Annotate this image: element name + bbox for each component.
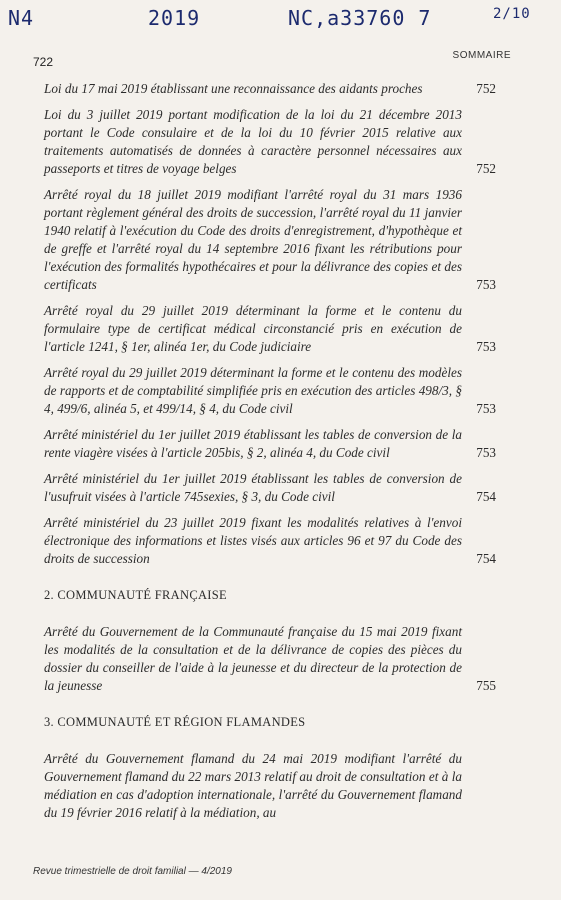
- entry-page: 753: [476, 277, 496, 292]
- section-heading-communaute-flamande: 3. COMMUNAUTÉ ET RÉGION FLAMANDES: [44, 715, 306, 729]
- handwritten-note-4: 2/10: [493, 6, 531, 22]
- handwritten-note-2: 2019: [148, 6, 201, 30]
- entry-text: Loi du 17 mai 2019 établissant une reconnaissance des aidants proches: [44, 81, 423, 96]
- entry-text: Arrêté royal du 29 juillet 2019 déterminant la forme et le contenu du formulaire type de certificat médical circonstancié pris en exécution de l'article 1241, § 1er, alinéa 1er, du Code judiciaire: [44, 303, 462, 354]
- contents-entry: [44, 514, 496, 568]
- page-number: 722: [33, 55, 54, 69]
- contents-entry: [44, 106, 496, 178]
- contents-entry: [44, 750, 496, 822]
- entry-page: 755: [476, 678, 496, 693]
- entry-text: Arrêté du Gouvernement flamand du 24 mai 2019 modifiant l'arrêté du Gouvernement flamand du 22 mars 2013 relatif au droit de consultation et à la médiation en cas d'adoption internationale, l'arrêté du Gouvernement flamand du 19 février 2016 relatif à la médiation, au: [44, 751, 462, 820]
- page-footer: Revue trimestrielle de droit familial — 4/2019: [33, 866, 232, 877]
- entry-page: 752: [476, 161, 496, 176]
- entry-text: Arrêté ministériel du 23 juillet 2019 fixant les modalités relatives à l'envoi électronique des informations et listes visés aux articles 96 et 97 du Code des droits de succession: [44, 515, 462, 566]
- handwritten-note-1: N4: [8, 6, 35, 30]
- handwritten-note-3: NC,a33760 7: [288, 6, 432, 30]
- entry-text: Arrêté du Gouvernement de la Communauté française du 15 mai 2019 fixant les modalités de la consultation et de la délivrance de copies des pièces du dossier du conseiller de l'aide à la jeunesse et du directeur de la protection de la jeunesse: [44, 624, 462, 693]
- entry-page: 753: [476, 445, 496, 460]
- contents-entry: [44, 364, 496, 418]
- entry-page: 753: [476, 401, 496, 416]
- contents-entry: [44, 186, 496, 294]
- entry-page: 753: [476, 339, 496, 354]
- contents-entry: [44, 426, 496, 462]
- entry-text: Loi du 3 juillet 2019 portant modification de la loi du 21 décembre 2013 portant le Code consulaire et de la loi du 10 février 2015 relative aux traitements automatisés de données à caractère personnel nécessaires aux passeports et titres de voyage belges: [44, 107, 462, 176]
- contents-entry: [44, 623, 496, 695]
- contents-entry: [44, 470, 496, 506]
- entry-page: 754: [476, 489, 496, 504]
- entry-text: Arrêté ministériel du 1er juillet 2019 établissant les tables de conversion de l'usufruit visées à l'article 745sexies, § 3, du Code civil: [44, 471, 462, 504]
- running-header: SOMMAIRE: [452, 50, 511, 61]
- contents-list: [44, 80, 496, 830]
- entry-text: Arrêté royal du 29 juillet 2019 déterminant la forme et le contenu des modèles de rapports et de comptabilité simplifiée pris en exécution des articles 498/3, § 4, 499/6, alinéa 5, et 499/14, § 4, du Code civil: [44, 365, 462, 416]
- entry-page: 752: [476, 81, 496, 96]
- contents-entry: [44, 80, 496, 98]
- entry-text: Arrêté royal du 18 juillet 2019 modifiant l'arrêté royal du 31 mars 1936 portant règlement général des droits de succession, l'arrêté royal du 11 janvier 1940 relatif à l'exécution du Code des droits d'enregistrement, d'hypothèque et de greffe et l'arrêté royal du 14 septembre 2016 fixant les rétributions pour l'exécution des formalités hypothécaires et pour la délivrance des copies et des certificats: [44, 187, 462, 292]
- entry-page: 754: [476, 551, 496, 566]
- section-heading-communaute-francaise: 2. COMMUNAUTÉ FRANÇAISE: [44, 588, 227, 602]
- entry-text: Arrêté ministériel du 1er juillet 2019 établissant les tables de conversion de la rente viagère visées à l'article 205bis, § 2, alinéa 4, du Code civil: [44, 427, 462, 460]
- contents-entry: [44, 302, 496, 356]
